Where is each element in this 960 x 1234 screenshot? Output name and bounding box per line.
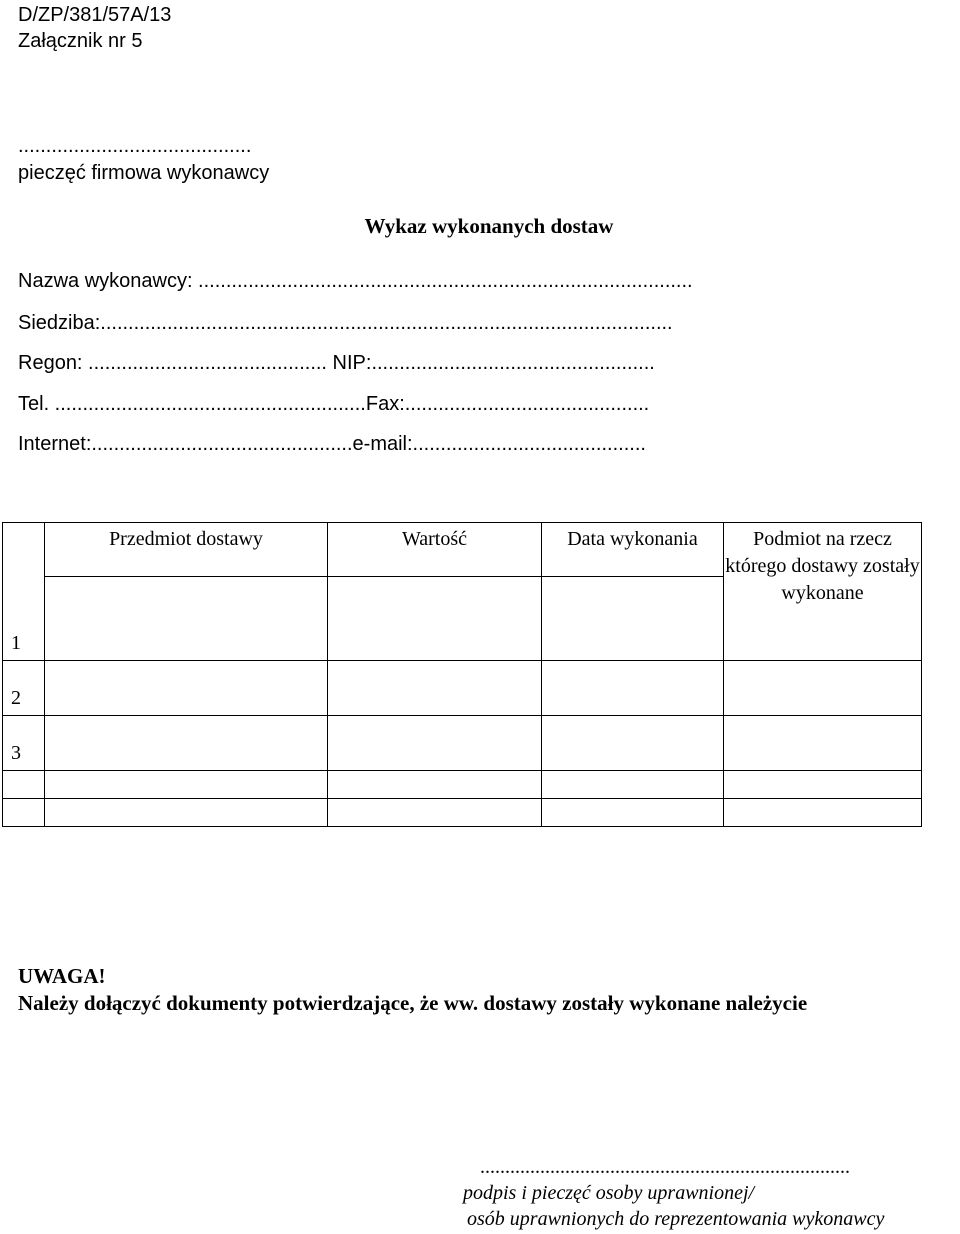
field-internet-email: Internet:...............................................e-mail:.......................................... [18,433,646,455]
table-row [3,799,922,827]
field-contractor-name: Nazwa wykonawcy: ......................................................................................... [18,270,693,292]
table-cell [328,661,542,716]
document-title: Wykaz wykonanych dostaw [364,214,614,238]
table-row [3,771,922,799]
table-cell [542,771,724,799]
table-row [3,716,922,771]
row-number: 1 [3,577,45,661]
header-date: Data wykonania [542,523,724,577]
signature-dots: .......................................................................... [480,1156,850,1178]
field-tel-fax: Tel. ........................................................Fax:............................................ [18,393,650,415]
signature-line-2: osób uprawnionych do reprezentowania wykonawcy [467,1208,885,1230]
table-cell [45,716,328,771]
field-seat: Siedziba:....................................................................................................... [18,312,673,334]
table-header-row [3,523,922,577]
table-cell [724,799,922,827]
table-row [3,661,922,716]
table-cell [3,771,45,799]
table-cell [45,771,328,799]
table-cell [328,716,542,771]
table-cell [328,771,542,799]
table-cell [724,661,922,716]
table-cell [3,523,45,577]
field-regon-nip: Regon: ........................................... NIP:................................................... [18,352,655,374]
note-text: Należy dołączyć dokumenty potwierdzające, że ww. dostawy zostały wykonane należycie [18,991,808,1015]
stamp-dots: .......................................... [18,135,252,157]
row-number: 3 [3,716,45,771]
table-cell [542,716,724,771]
signature-line-1: podpis i pieczęć osoby uprawnionej/ [463,1182,755,1204]
table-cell [542,577,724,661]
note-title: UWAGA! [18,964,106,988]
table-cell [3,799,45,827]
attachment-label: Załącznik nr 5 [18,30,143,52]
table-cell [328,799,542,827]
table-cell [542,661,724,716]
table-cell [724,716,922,771]
table-cell [45,799,328,827]
table-cell [724,771,922,799]
stamp-label: pieczęć firmowa wykonawcy [18,162,270,184]
table-cell [45,577,328,661]
table-cell [542,799,724,827]
header-recipient: Podmiot na rzecz którego dostawy zostały wykonane [724,523,922,661]
header-subject: Przedmiot dostawy [45,523,328,577]
table-cell [45,661,328,716]
document-reference: D/ZP/381/57A/13 [18,4,172,26]
deliveries-table [2,522,922,827]
table-cell [328,577,542,661]
header-value: Wartość [328,523,542,577]
row-number: 2 [3,661,45,716]
